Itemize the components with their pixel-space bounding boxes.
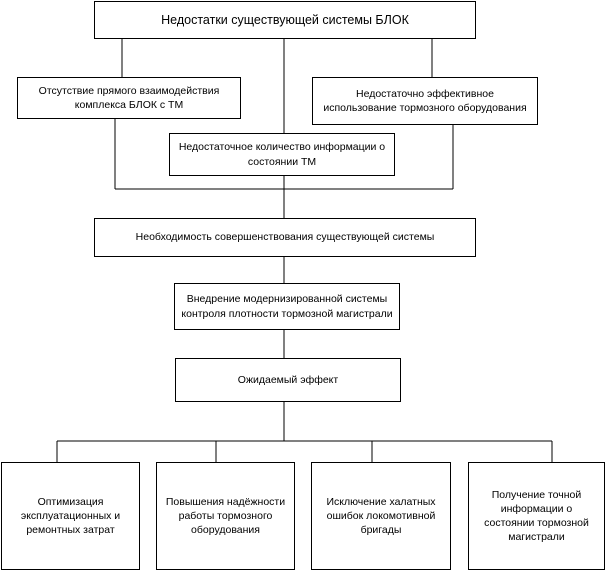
necessity-box: Необходимость совершенствования существующей системы bbox=[94, 218, 476, 257]
effect-box-4: Получение точной информации о состоянии тормозной магистрали bbox=[468, 462, 605, 570]
title-box: Недостатки существующей системы БЛОК bbox=[94, 1, 476, 39]
implementation-box: Внедрение модернизированной системы контроля плотности тормозной магистрали bbox=[174, 283, 400, 330]
effect-box-1: Оптимизация эксплуатационных и ремонтных затрат bbox=[1, 462, 140, 570]
expected-effect-box: Ожидаемый эффект bbox=[175, 358, 401, 402]
cause-right-box: Недостаточно эффективное использование тормозного оборудования bbox=[312, 77, 538, 125]
cause-middle-box: Недостаточное количество информации о состоянии ТМ bbox=[169, 133, 395, 176]
effect-box-3: Исключение халатных ошибок локомотивной бригады bbox=[311, 462, 451, 570]
cause-left-box: Отсутствие прямого взаимодействия комплекса БЛОК с ТМ bbox=[17, 77, 241, 119]
effect-box-2: Повышения надёжности работы тормозного оборудования bbox=[156, 462, 295, 570]
